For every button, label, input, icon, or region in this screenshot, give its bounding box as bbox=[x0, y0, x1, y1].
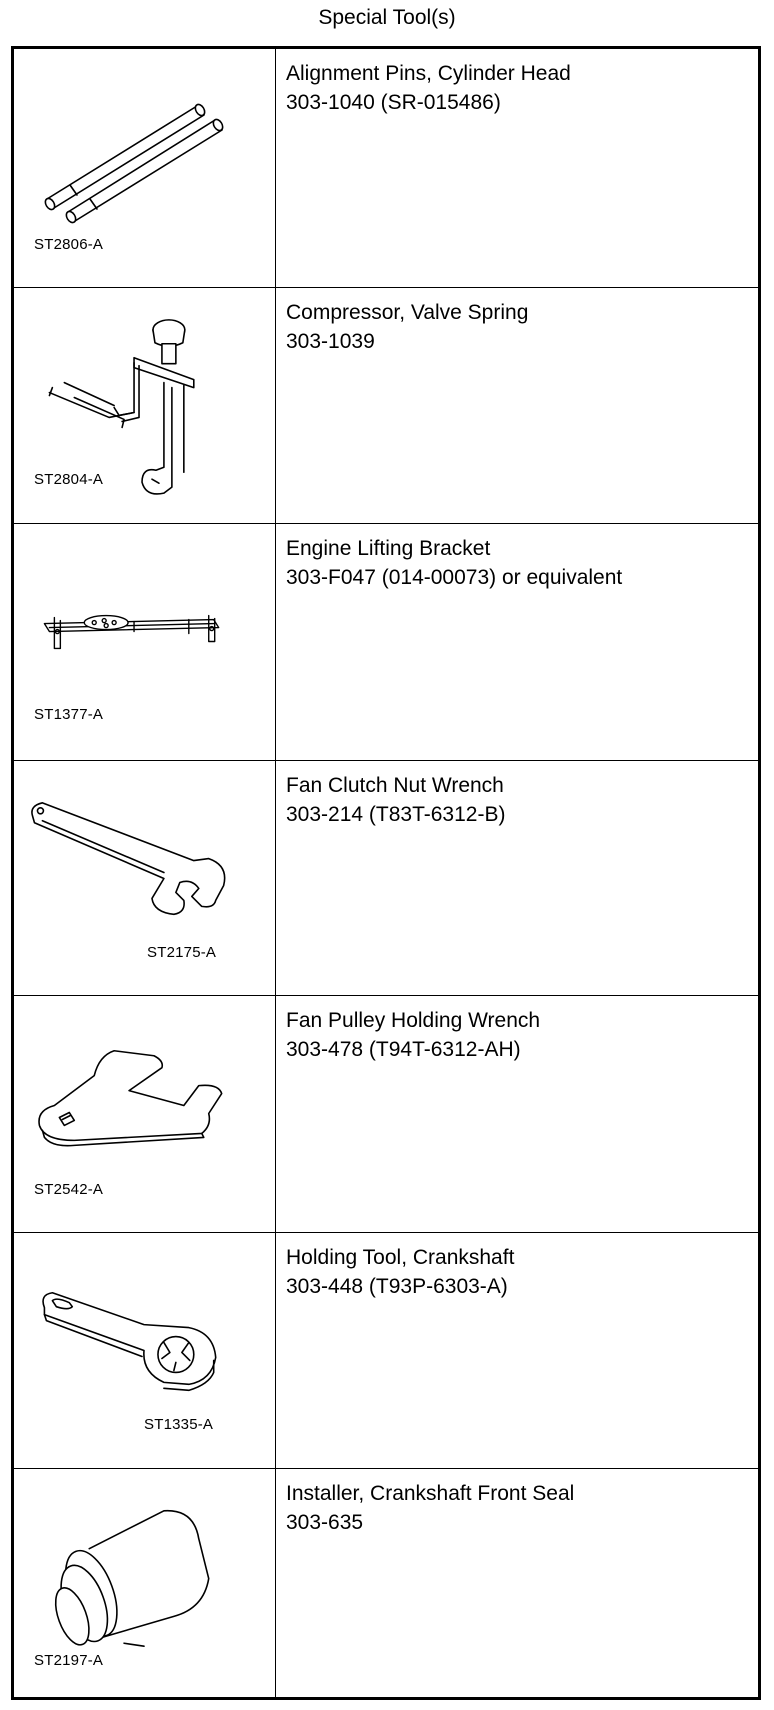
tool-name: Fan Pulley Holding Wrench bbox=[286, 1009, 541, 1032]
tool-image-cell bbox=[14, 524, 276, 760]
tool-number: 303-F047 (014-00073) or equivalent bbox=[286, 566, 623, 589]
tool-number: 303-478 (T94T-6312-AH) bbox=[286, 1038, 521, 1061]
tool-image-code: ST2804-A bbox=[34, 471, 104, 488]
special-tools-table bbox=[11, 46, 761, 1700]
engine-lifting-bracket-icon bbox=[14, 524, 275, 760]
tool-description bbox=[286, 1479, 746, 1537]
tool-name: Fan Clutch Nut Wrench bbox=[286, 774, 504, 797]
tool-name: Installer, Crankshaft Front Seal bbox=[286, 1482, 575, 1505]
tool-image-code: ST2175-A bbox=[147, 944, 217, 961]
tool-number: 303-1039 bbox=[286, 330, 375, 353]
tool-row bbox=[14, 49, 758, 287]
tool-number: 303-635 bbox=[286, 1511, 364, 1534]
tool-image-code: ST1335-A bbox=[144, 1416, 214, 1433]
tool-image-cell bbox=[14, 1233, 276, 1468]
tool-description bbox=[286, 59, 746, 117]
tool-image-cell bbox=[14, 1469, 276, 1697]
page-title: Special Tool(s) bbox=[318, 6, 456, 29]
tool-description bbox=[286, 1006, 746, 1064]
tool-name: Engine Lifting Bracket bbox=[286, 537, 491, 560]
tool-description bbox=[286, 1243, 746, 1301]
tool-number: 303-448 (T93P-6303-A) bbox=[286, 1275, 508, 1298]
tool-image-cell bbox=[14, 49, 276, 287]
tool-image-cell bbox=[14, 761, 276, 995]
tool-description bbox=[286, 534, 746, 592]
tool-image-code: ST2197-A bbox=[34, 1652, 104, 1669]
tool-row bbox=[14, 1468, 758, 1697]
tool-name: Compressor, Valve Spring bbox=[286, 301, 529, 324]
tool-image-code: ST2542-A bbox=[34, 1181, 104, 1198]
tool-row bbox=[14, 760, 758, 995]
tool-description bbox=[286, 771, 746, 829]
tool-name: Alignment Pins, Cylinder Head bbox=[286, 62, 571, 85]
tool-image-cell bbox=[14, 288, 276, 523]
tool-name: Holding Tool, Crankshaft bbox=[286, 1246, 515, 1269]
tool-number: 303-1040 (SR-015486) bbox=[286, 91, 501, 114]
tool-row bbox=[14, 995, 758, 1232]
tool-image-code: ST1377-A bbox=[34, 706, 104, 723]
tool-row bbox=[14, 523, 758, 760]
tool-image-cell bbox=[14, 996, 276, 1232]
tool-row bbox=[14, 287, 758, 523]
tool-number: 303-214 (T83T-6312-B) bbox=[286, 803, 506, 826]
tool-row bbox=[14, 1232, 758, 1468]
tool-description bbox=[286, 298, 746, 356]
tool-image-code: ST2806-A bbox=[34, 236, 104, 253]
fan-clutch-nut-wrench-icon bbox=[14, 761, 275, 995]
